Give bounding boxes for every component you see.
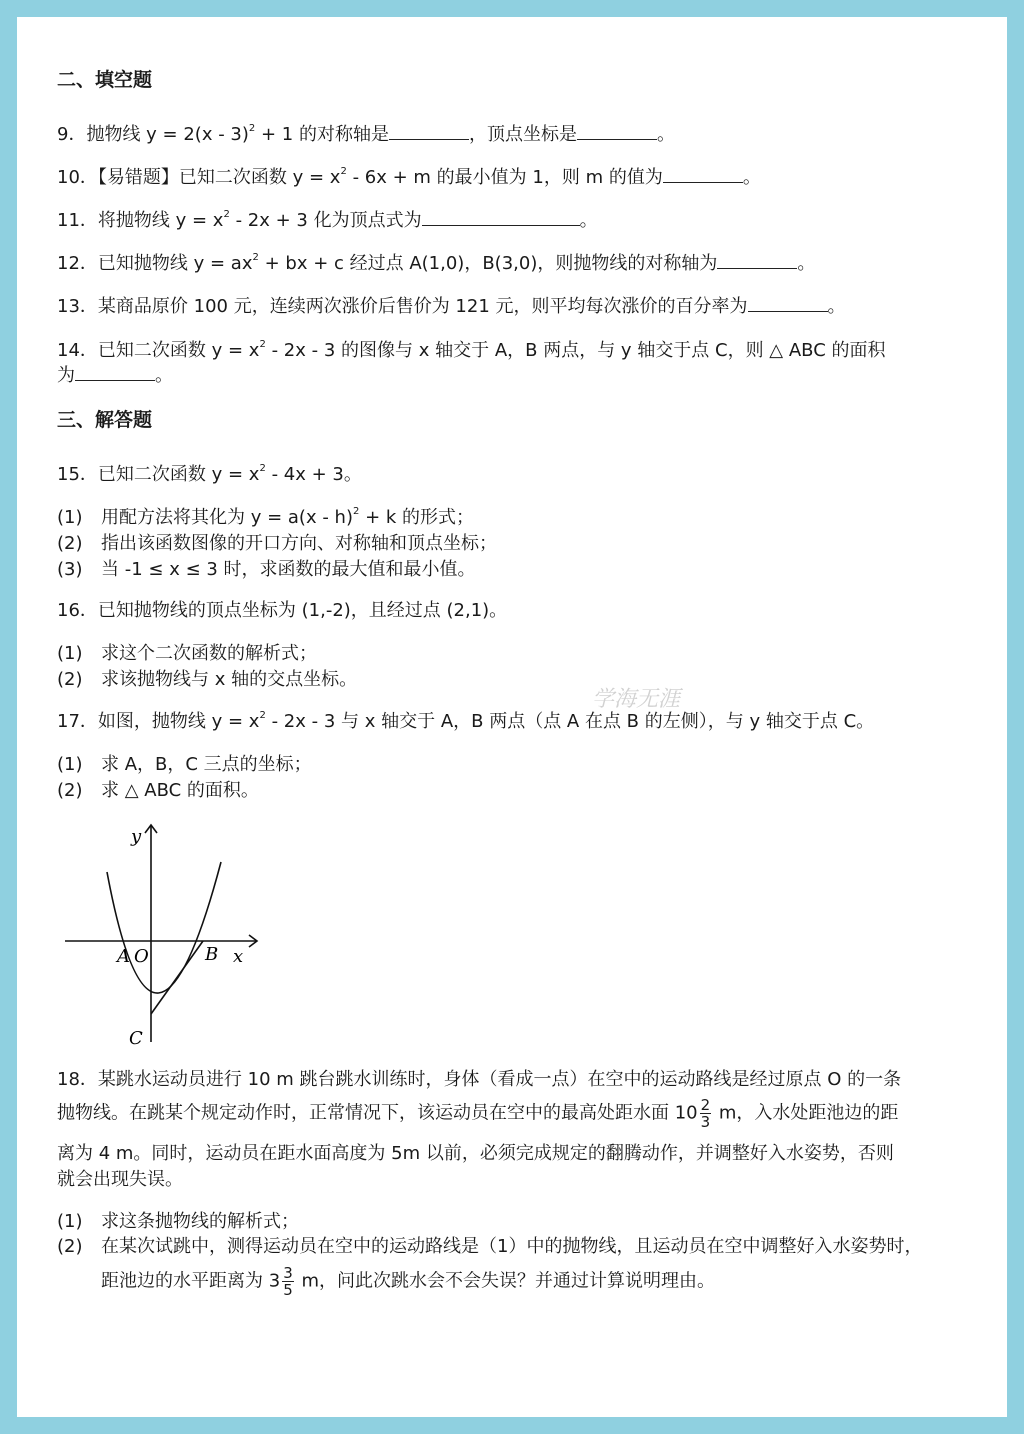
q18-part-2-line-2 [101,1265,715,1298]
q16-part-1-number: (1) [57,643,83,664]
fraction-two-thirds [700,1097,712,1130]
q16-part-1-text: 求这个二次函数的解析式； [101,643,317,664]
watermark: 学海无涯 [592,687,681,712]
parabola-curve [107,862,221,993]
q17-part-1-number: (1) [57,754,83,775]
q14-exponent: 2 [259,339,266,350]
q13-blank[interactable] [748,297,828,312]
q18-part-1-number: (1) [57,1211,83,1232]
q14-blank[interactable] [75,366,155,381]
q14-line2-text: 为 [57,365,75,386]
q15-part-1 [57,503,474,529]
q15-part-2-number: (2) [57,533,83,554]
q11-text-d: 。 [579,210,598,231]
q15-text-c: - 4x + 3。 [265,464,362,485]
q11-text-c: - 2x + 3 化为顶点式为 [229,210,422,231]
q9-exponent: 2 [248,123,256,134]
q15-text-a: 15．已知二次函数 y = x [57,464,260,485]
label-c: C [129,1028,143,1047]
q15-part-3-number: (3) [57,559,83,580]
section-title-fill: 二、填空题 [57,69,153,91]
q17-part-2 [57,776,259,802]
q10-exponent: 2 [340,166,347,177]
label-x: x [233,946,244,967]
question-14-line-2 [57,361,173,387]
q10-text-a: 10．【易错题】已知二次函数 y = x [57,167,341,188]
q15-part-2-text: 指出该函数图像的开口方向、对称轴和顶点坐标； [101,533,497,554]
fraction-2-denominator: 5 [283,1281,293,1299]
q15-part-1-text-a: 用配方法将其化为 y = a(x - h) [101,507,353,528]
q15-part-3-text: 当 -1 ≤ x ≤ 3 时，求函数的最大值和最小值。 [101,559,476,580]
q14-text-c: - 2x - 3 的图像与 x 轴交于 A，B 两点，与 y 轴交于点 C，则 △ ABC 的面积 [265,340,886,361]
q17-exponent: 2 [259,710,266,721]
q17-text-c: - 2x - 3 与 x 轴交于 A，B 两点（点 A 在点 B 的左侧），与 y 轴交于点 C。 [265,711,875,732]
q17-text-a: 17．如图，抛物线 y = x [57,711,260,732]
label-o: O [134,946,149,967]
q15-part-2 [57,529,497,555]
fraction-three-fifths [282,1265,294,1298]
q16-part-2 [57,665,357,691]
question-18-line-4: 就会出现失误。 [57,1169,183,1190]
question-18-line-3: 离为 4 m。同时，运动员在距水面高度为 5m 以前，必须完成规定的翻腾动作，并调整好入水姿势，否则 [57,1143,894,1164]
q17-part-2-text: 求 △ ABC 的面积。 [101,780,259,801]
q16-part-1 [57,639,317,665]
q18-line2-text-b: m，入水处距池边的距 [713,1102,899,1124]
label-a: A [117,946,130,967]
label-b: B [205,944,219,965]
question-13 [57,292,846,318]
q14-text-a: 14．已知二次函数 y = x [57,340,260,361]
q18-part-2 [57,1232,922,1258]
q18-part-2-text-b: 距池边的水平距离为 3 [101,1270,281,1292]
fraction-2-numerator: 3 [283,1264,293,1282]
q12-text-a: 12．已知抛物线 y = ax [57,253,253,274]
q17-part-2-number: (2) [57,780,83,801]
q15-part-1-text-c: + k 的形式； [359,507,475,528]
q18-part-2-text-c: m，问此次跳水会不会失误？并通过计算说明理由。 [295,1270,715,1292]
question-16: 16．已知抛物线的顶点坐标为 (1,-2)，且经过点 (2,1)。 [57,600,508,621]
fraction-1-denominator: 3 [700,1113,711,1131]
question-9 [57,120,675,146]
question-10 [57,163,761,189]
question-14 [57,336,886,362]
q15-part-1-exponent: 2 [352,506,360,517]
q14-text-d: 。 [155,365,173,386]
question-18-line-2 [57,1097,898,1130]
q15-part-3 [57,555,476,581]
q9-text-a: 9．抛物线 y = 2(x - 3) [57,124,249,145]
question-17 [57,707,874,733]
q17-part-1 [57,750,312,776]
q18-part-2-text-a: 在某次试跳中，测得运动员在空中的运动路线是（1）中的抛物线，且运动员在空中调整好入水姿势时， [101,1236,923,1257]
segment-cb [151,941,203,1014]
question-12 [57,249,815,275]
q10-blank[interactable] [663,168,743,183]
q18-part-1-text: 求这条抛物线的解析式； [101,1211,299,1232]
question-11 [57,206,598,232]
q15-part-1-number: (1) [57,507,83,528]
q13-text-d: 。 [827,296,846,317]
q9-blank-1[interactable] [389,125,469,140]
q12-blank[interactable] [717,254,797,269]
q16-part-2-text: 求该抛物线与 x 轴的交点坐标。 [101,669,358,690]
q13-text-a: 13．某商品原价 100 元，连续两次涨价后售价为 121 元，则平均每次涨价的百分率为 [57,296,748,317]
q9-text-c: + 1 的对称轴是 [255,124,389,145]
q12-text-c: + bx + c 经过点 A(1,0)，B(3,0)，则抛物线的对称轴为 [258,253,718,274]
q9-text-e: 。 [656,124,675,145]
q12-exponent: 2 [252,252,259,263]
q18-line2-text-a: 抛物线。在跳某个规定动作时，正常情况下，该运动员在空中的最高处距水面 10 [57,1102,698,1124]
q15-exponent: 2 [259,463,266,474]
q16-part-2-number: (2) [57,669,83,690]
q17-part-1-text: 求 A，B，C 三点的坐标； [101,754,312,775]
fraction-1-numerator: 2 [700,1096,711,1114]
q11-exponent: 2 [223,209,230,220]
section-title-answer: 三、解答题 [57,409,153,431]
worksheet-page [17,17,1007,1417]
q11-text-a: 11．将抛物线 y = x [57,210,224,231]
q11-blank[interactable] [422,211,580,226]
q9-text-d: ，顶点坐标是 [468,124,577,145]
q9-blank-2[interactable] [577,125,657,140]
q18-part-2-number: (2) [57,1236,83,1257]
q10-text-c: - 6x + m 的最小值为 1，则 m 的值为 [346,167,663,188]
q18-part-1 [57,1207,299,1233]
label-y: y [131,826,142,847]
question-15 [57,460,362,486]
q10-text-d: 。 [742,167,761,188]
parabola-figure [57,817,267,1047]
question-18-line-1: 18．某跳水运动员进行 10 m 跳台跳水训练时，身体（看成一点）在空中的运动路线是经过原点 O 的一条 [57,1069,902,1090]
q12-text-d: 。 [797,253,816,274]
